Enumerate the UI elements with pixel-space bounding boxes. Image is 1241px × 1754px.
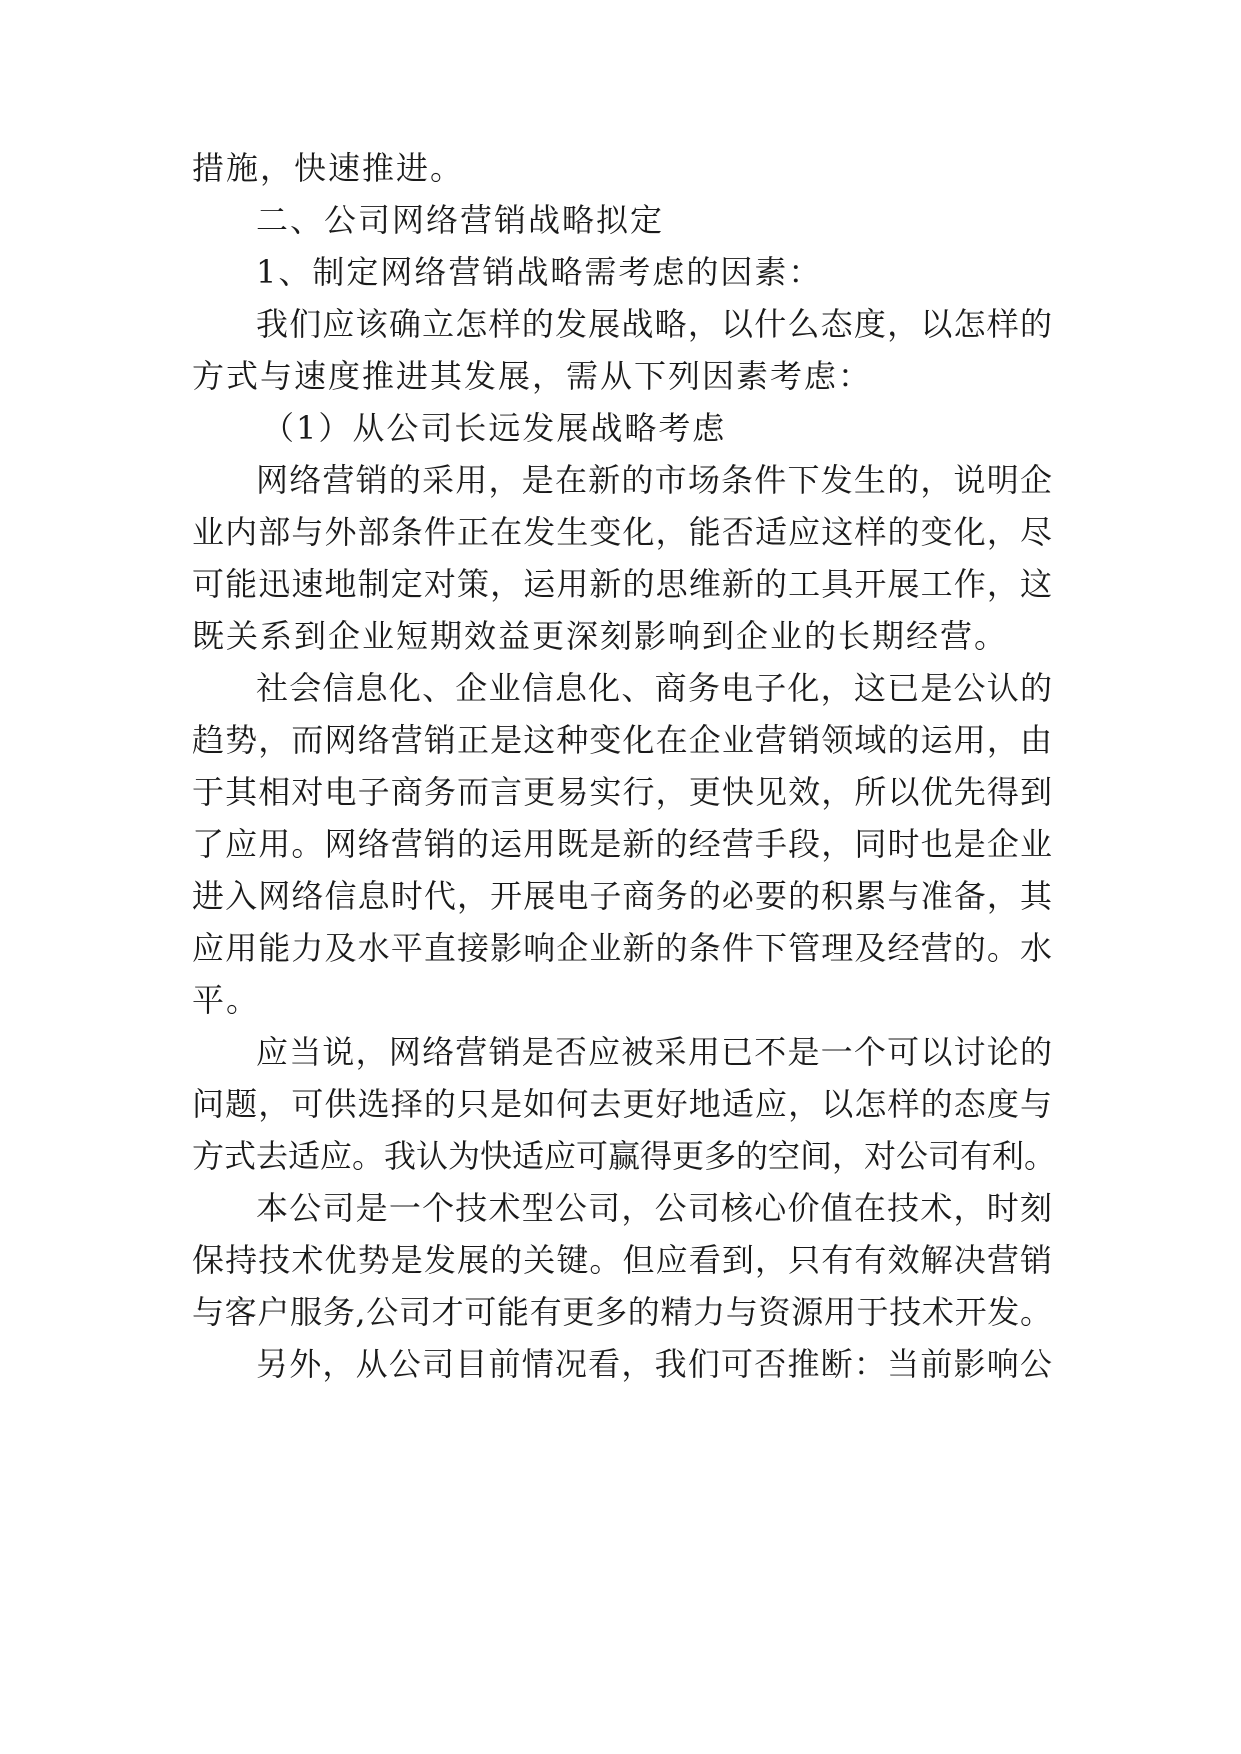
text-line: 网络营销的采用，是在新的市场条件下发生的，说明企 xyxy=(256,461,1052,499)
text-line: 可能迅速地制定对策，运用新的思维新的工具开展工作，这 xyxy=(192,565,1052,603)
subsection-heading: 1、制定网络营销战略需考虑的因素： xyxy=(256,253,823,291)
text-line: 保持技术优势是发展的关键。但应看到，只有有效解决营销 xyxy=(192,1241,1052,1279)
text-line: 问题，可供选择的只是如何去更好地适应，以怎样的态度与 xyxy=(192,1085,1052,1123)
item-heading: （1）从公司长远发展战略考虑 xyxy=(262,409,727,447)
section-heading: 二、公司网络营销战略拟定 xyxy=(256,201,665,239)
text-line: 与客户服务,公司才可能有更多的精力与资源用于技术开发。 xyxy=(192,1293,1052,1331)
text-line: 方式与速度推进其发展，需从下列因素考虑： xyxy=(192,357,873,395)
text-line: 应当说，网络营销是否应被采用已不是一个可以讨论的 xyxy=(256,1033,1052,1071)
text-line: 于其相对电子商务而言更易实行，更快见效，所以优先得到 xyxy=(192,773,1052,811)
text-line: 了应用。网络营销的运用既是新的经营手段，同时也是企业 xyxy=(192,825,1052,863)
text-line: 方式去适应。我认为快适应可赢得更多的空间，对公司有利。 xyxy=(192,1137,1057,1175)
text-line: 业内部与外部条件正在发生变化，能否适应这样的变化，尽 xyxy=(192,513,1052,551)
text-line: 本公司是一个技术型公司，公司核心价值在技术，时刻 xyxy=(256,1189,1052,1227)
text-line: 应用能力及水平直接影响企业新的条件下管理及经营的。水 xyxy=(192,929,1052,967)
text-line: 进入网络信息时代，开展电子商务的必要的积累与准备，其 xyxy=(192,877,1052,915)
text-line: 社会信息化、企业信息化、商务电子化，这已是公认的 xyxy=(256,669,1052,707)
text-line: 另外，从公司目前情况看，我们可否推断：当前影响公 xyxy=(256,1345,1052,1383)
text-line: 我们应该确立怎样的发展战略，以什么态度，以怎样的 xyxy=(256,305,1052,343)
text-line: 趋势，而网络营销正是这种变化在企业营销领域的运用，由 xyxy=(192,721,1052,759)
text-line: 既关系到企业短期效益更深刻影响到企业的长期经营。 xyxy=(192,617,1009,655)
text-line: 平。 xyxy=(192,981,261,1019)
text-line: 措施，快速推进。 xyxy=(192,149,465,187)
